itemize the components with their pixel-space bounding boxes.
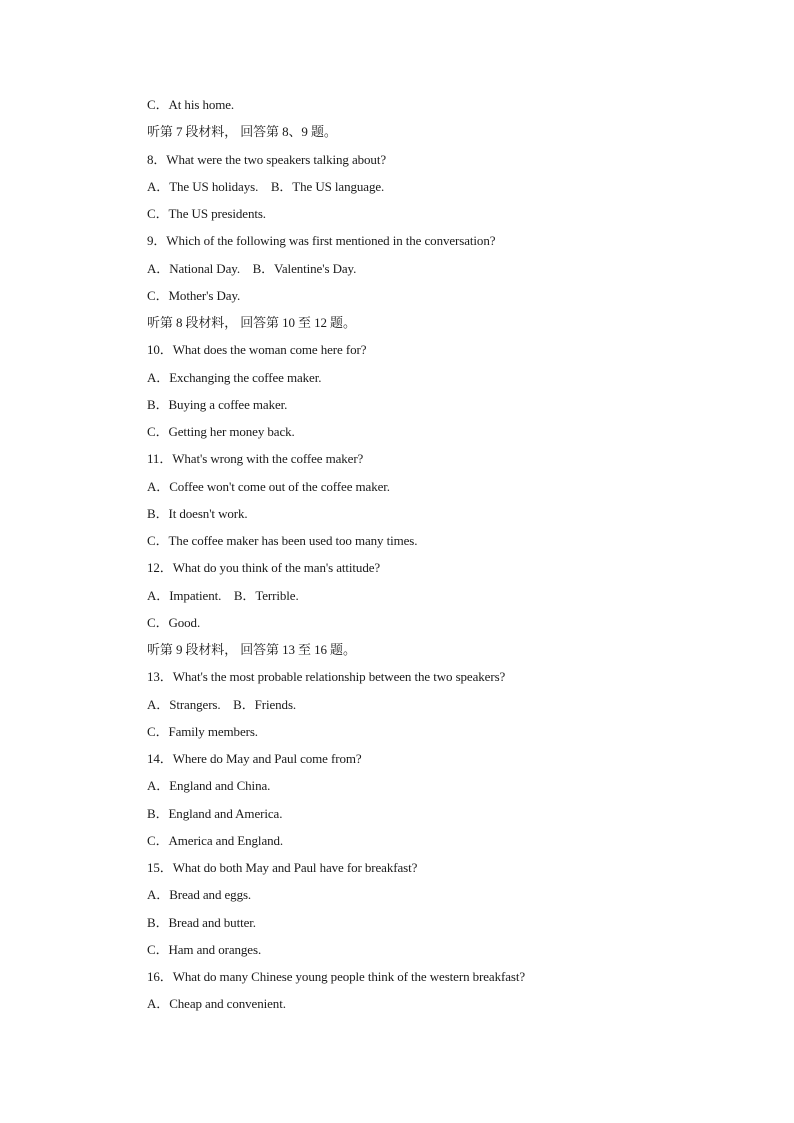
question-text-block [147, 93, 707, 1020]
option-line: A．Impatient. B．Terrible. [147, 587, 299, 603]
question-line: 16．What do many Chinese young people think of the western breakfast? [147, 969, 526, 984]
option-line: B．It doesn't work. [147, 505, 248, 521]
question-line: 13．What's the most probable relationship between the two speakers? [147, 669, 506, 685]
question-line: 12．What do you think of the man's attitude? [147, 560, 381, 576]
option-line: C．The US presidents. [147, 206, 266, 221]
option-line: C．Ham and oranges. [147, 941, 262, 957]
option-line: C．Mother's Day. [147, 287, 241, 303]
option-line: C．The coffee maker has been used too many times. [147, 533, 418, 548]
option-line: A．Strangers. B．Friends. [147, 696, 297, 712]
option-line: A．National Day. B．Valentine's Day. [147, 260, 357, 276]
section-instruction: 听第 7 段材料， 回答第 8、9 题。 [147, 124, 337, 140]
option-line: B．England and America. [147, 805, 283, 821]
option-line: A．Exchanging the coffee maker. [147, 369, 322, 385]
question-line: 8．What were the two speakers talking about? [147, 151, 387, 167]
question-line: 15．What do both May and Paul have for breakfast? [147, 860, 418, 875]
option-line: C．America and England. [147, 832, 284, 848]
question-line: 9．Which of the following was first mentioned in the conversation? [147, 233, 496, 249]
question-line: 10．What does the woman come here for? [147, 342, 367, 358]
option-line: C．Getting her money back. [147, 424, 295, 439]
option-line: C．At his home. [147, 97, 235, 112]
option-line: B．Bread and butter. [147, 914, 256, 930]
option-line: A．England and China. [147, 778, 271, 794]
option-line: A．Coffee won't come out of the coffee maker. [147, 478, 390, 494]
option-line: C．Good. [147, 614, 201, 630]
question-line: 11．What's wrong with the coffee maker? [147, 451, 364, 467]
question-line: 14．Where do May and Paul come from? [147, 751, 362, 766]
option-line: A．Bread and eggs. [147, 887, 252, 903]
option-line: C．Family members. [147, 723, 258, 739]
option-line: A．Cheap and convenient. [147, 996, 286, 1012]
section-instruction: 听第 8 段材料， 回答第 10 至 12 题。 [147, 315, 356, 330]
option-line: B．Buying a coffee maker. [147, 396, 288, 412]
section-instruction: 听第 9 段材料， 回答第 13 至 16 题。 [147, 642, 356, 657]
option-line: A．The US holidays. B．The US language. [147, 178, 385, 194]
